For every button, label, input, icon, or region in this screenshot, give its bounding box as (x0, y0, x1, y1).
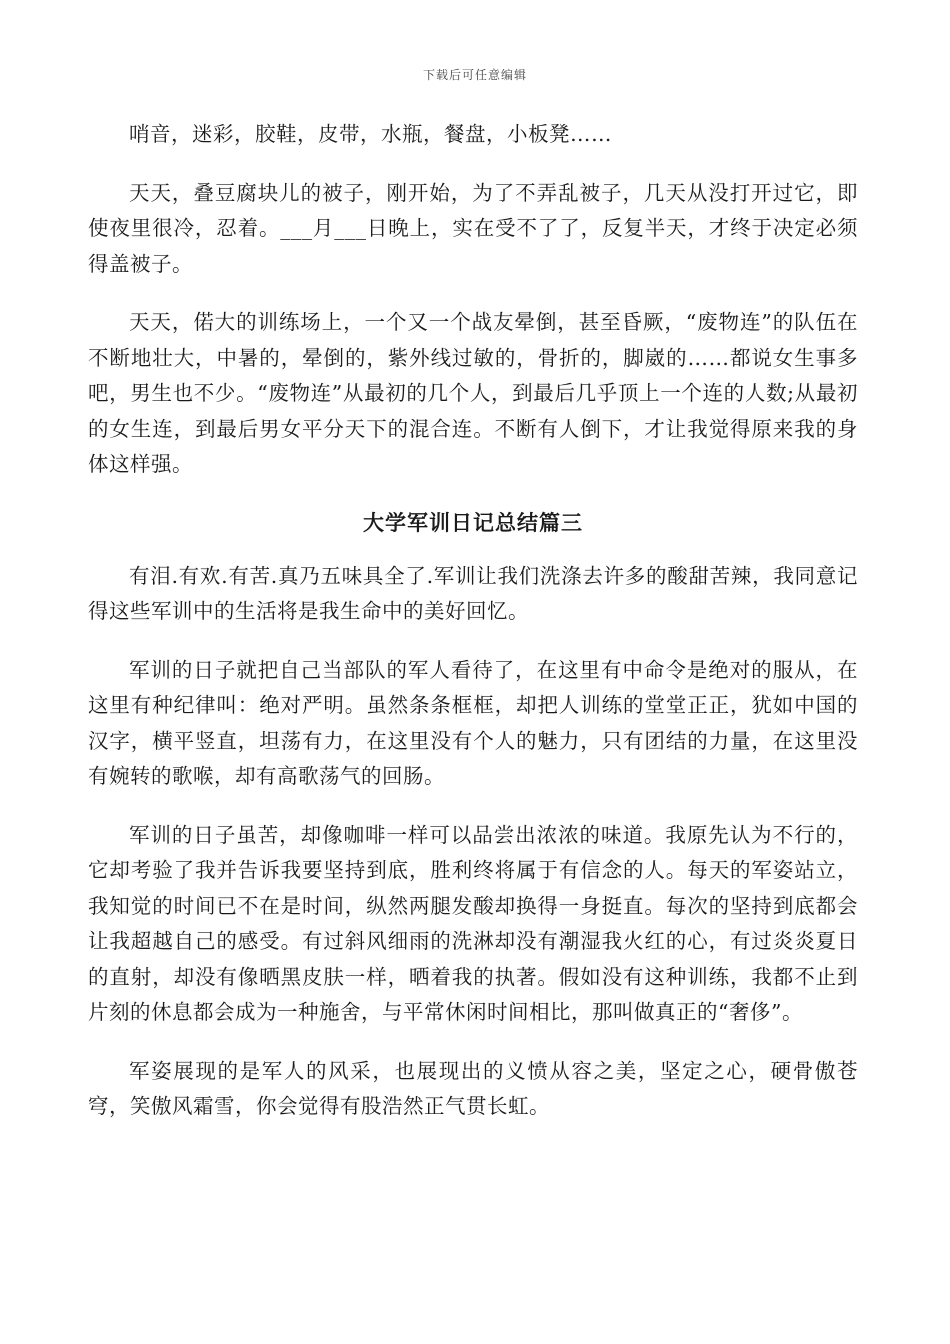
paragraph: 军姿展现的是军人的风采，也展现出的义愤从容之美，坚定之心，硬骨傲苍穹，笑傲风霜雪，你会觉得有股浩然正气贯长虹。 (88, 1058, 858, 1118)
paragraph: 军训的日子虽苦，却像咖啡一样可以品尝出浓浓的味道。我原先认为不行的，它却考验了我并告诉我要坚持到底，胜利终将属于有信念的人。每天的军姿站立，我知觉的时间已不在是时间，纵然两腿发酸却换得一身挺直。每次的坚持到底都会让我超越自己的感受。有过斜风细雨的洗淋却没有潮湿我火红的心，有过炎炎夏日的直射，却没有像晒黑皮肤一样，晒着我的执著。假如没有这种训练，我都不止到片刻的休息都会成为一种施舍，与平常休闲时间相比，那叫做真正的“奢侈”。 (88, 822, 858, 1024)
paragraph: 军训的日子就把自己当部队的军人看待了，在这里有中命令是绝对的服从，在这里有种纪律叫：绝对严明。虽然条条框框，却把人训练的堂堂正正，犹如中国的汉字，横平竖直，坦荡有力，在这里没有个人的魅力，只有团结的力量，在这里没有婉转的歌喉，却有高歌荡气的回肠。 (88, 657, 858, 788)
document-body (88, 117, 858, 1148)
paragraph: 天天，叠豆腐块儿的被子，刚开始，为了不弄乱被子，几天从没打开过它，即使夜里很冷，忍着。___月___日晚上，实在受不了了，反复半天，才终于决定必须得盖被子。 (88, 180, 858, 276)
paragraph: 有泪.有欢.有苦.真乃五味具全了.军训让我们洗涤去许多的酸甜苦辣，我同意记得这些军训中的生活将是我生命中的美好回忆。 (88, 563, 858, 623)
section-title: 大学军训日记总结篇三 (363, 509, 583, 535)
header-note: 下载后可任意编辑 (422, 68, 527, 82)
paragraph: 天天，偌大的训练场上，一个又一个战友晕倒，甚至昏厥，“废物连”的队伍在不断地壮大，中暑的，晕倒的，紫外线过敏的，骨折的，脚崴的……都说女生事多吧，男生也不少。“废物连”从最初的几个人，到最后几乎顶上一个连的人数;从最初的女生连，到最后男女平分天下的混合连。不断有人倒下，才让我觉得原来我的身体这样强。 (88, 310, 858, 476)
paragraph: 哨音，迷彩，胶鞋，皮带，水瓶，餐盘，小板凳…… (129, 122, 612, 146)
